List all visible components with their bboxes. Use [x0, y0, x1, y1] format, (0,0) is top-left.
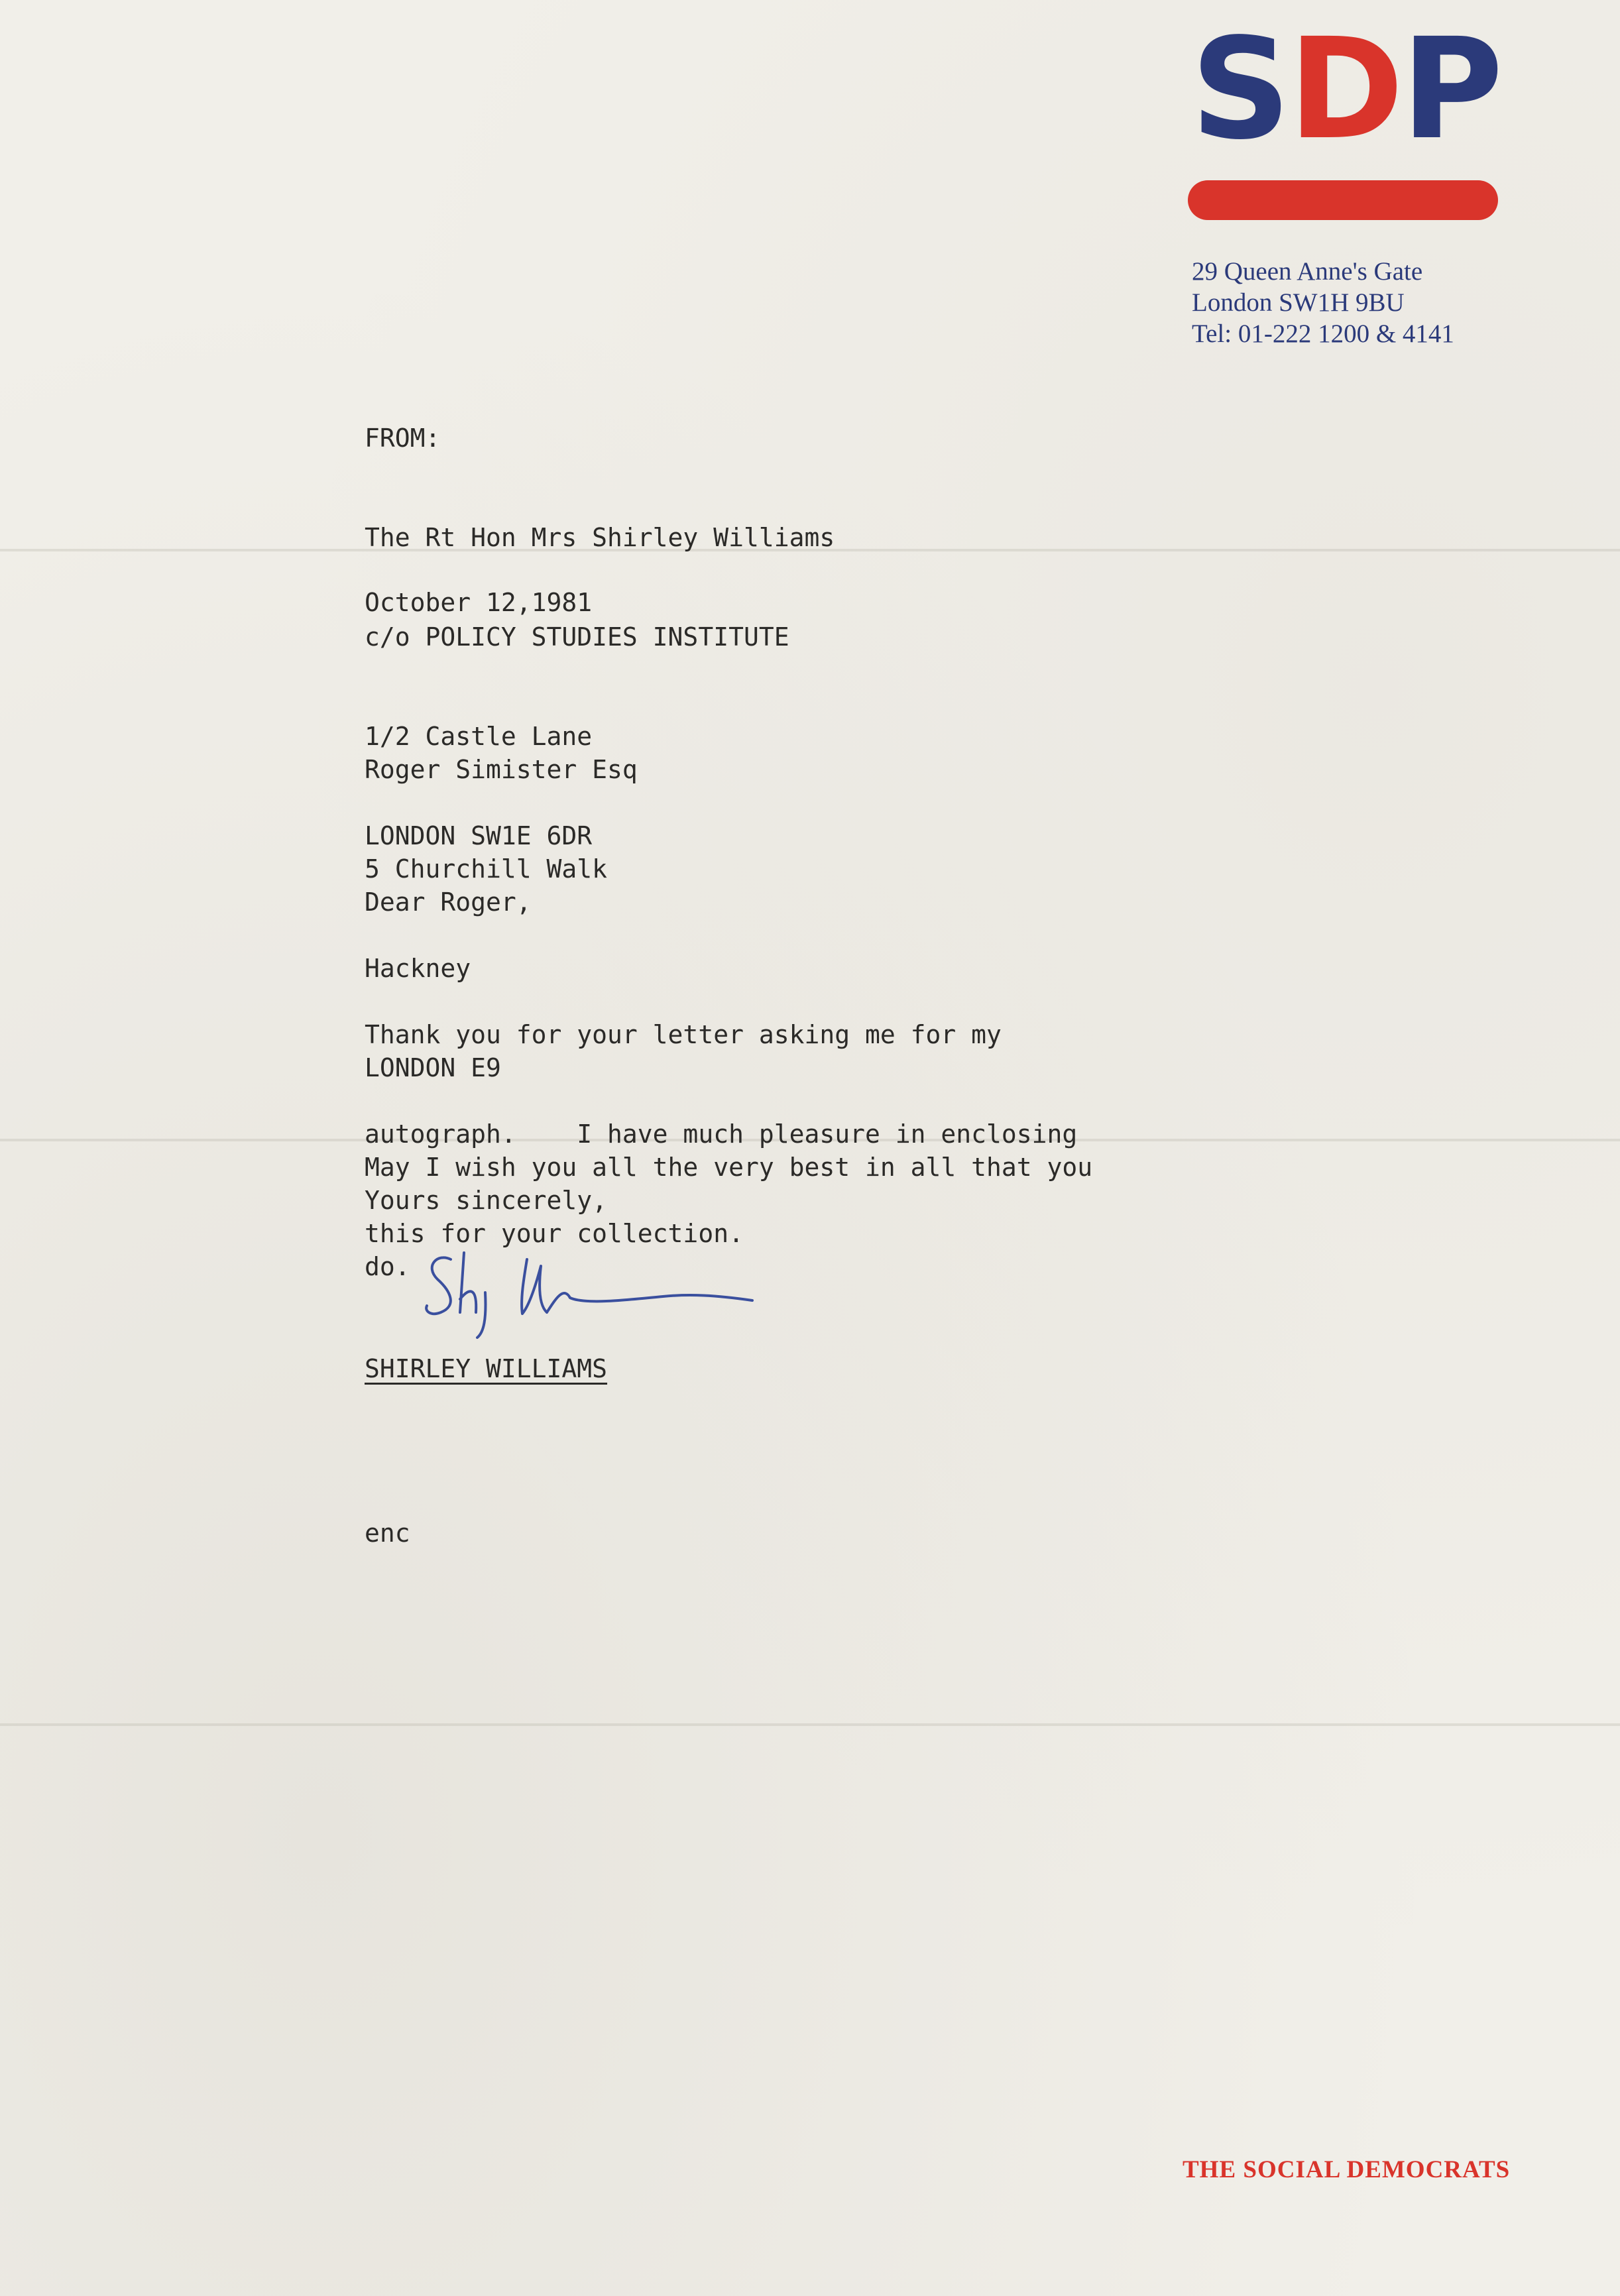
paragraph-line: autograph. I have much pleasure in enclosing — [365, 1119, 1078, 1149]
closing: Yours sincerely, — [365, 1186, 608, 1215]
logo-underline-bar — [1188, 180, 1498, 220]
address-line: Tel: 01-222 1200 & 4141 — [1192, 319, 1454, 348]
paragraph-line: May I wish you all the very best in all that you — [365, 1153, 1093, 1182]
recipient-line: Hackney — [365, 954, 471, 983]
sender-line: c/o POLICY STUDIES INSTITUTE — [365, 622, 789, 652]
sender-line: FROM: — [365, 424, 441, 453]
logo-letter-s: S — [1190, 8, 1289, 170]
letterhead-address — [1192, 256, 1454, 349]
typed-signature-name: SHIRLEY WILLIAMS — [365, 1354, 608, 1383]
sdp-logo — [1180, 8, 1511, 225]
recipient-line: 5 Churchill Walk — [365, 854, 608, 884]
recipient-line: LONDON E9 — [365, 1053, 501, 1082]
paragraph-line: do. — [365, 1252, 410, 1281]
recipient-line: Roger Simister Esq — [365, 755, 638, 784]
address-line: 29 Queen Anne's Gate — [1192, 257, 1423, 286]
letter-date: October 12,1981 — [365, 588, 593, 617]
enclosure-note: enc — [365, 1519, 410, 1548]
handwritten-signature — [411, 1239, 769, 1339]
paragraph-line: Thank you for your letter asking me for my — [365, 1020, 1002, 1049]
logo-letter-p: P — [1401, 8, 1501, 170]
sender-line: 1/2 Castle Lane — [365, 722, 593, 751]
logo-letter-d: D — [1288, 8, 1401, 170]
sender-line: The Rt Hon Mrs Shirley Williams — [365, 523, 835, 552]
fold-line — [0, 1723, 1620, 1726]
salutation: Dear Roger, — [365, 888, 532, 917]
address-line: London SW1H 9BU — [1192, 288, 1405, 317]
sender-line: LONDON SW1E 6DR — [365, 821, 593, 850]
footer-slogan: THE SOCIAL DEMOCRATS — [1183, 2156, 1511, 2183]
paragraph-line: this for your collection. — [365, 1219, 744, 1248]
